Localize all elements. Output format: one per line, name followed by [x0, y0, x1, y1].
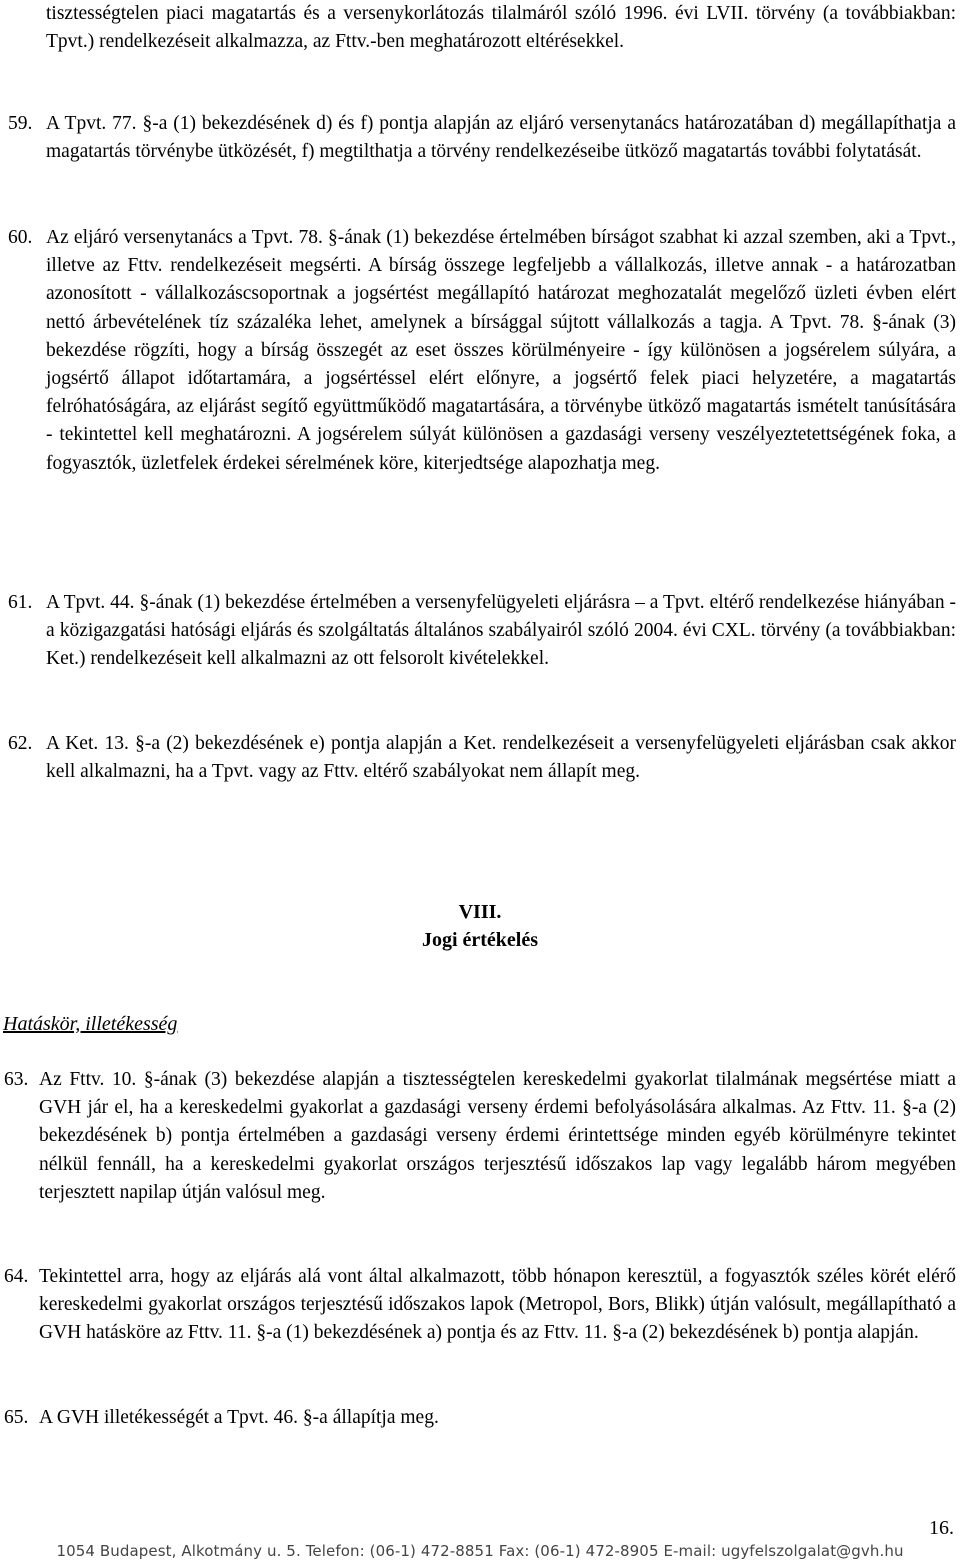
paragraph-text: Az eljáró versenytanács a Tpvt. 78. §-ának (1) bekezdése értelmében bírságot szabhat ki azzal szemben, aki a Tpvt., illetve az Fttv. rendelkezéseit megsérti. A bírság összege legfeljebb a vállalkozás, illetve annak - a határozatban azonosított - vállalkozáscsoportnak a jogsértést megállapító határozat meghozatalát megelőző üzleti évben elért nettó árbevételének tíz százaléka lehet, amelynek a bírsággal sújtott vállalkozás a tagja. A Tpvt. 78. §-ának (3) bekezdése rögzíti, hogy a bírság összegét az eset összes körülményeire - így különösen a jogsérelem súlyára, a jogsértő állapot időtartamára, a jogsértéssel elért előnyre, a jogsértő felek piaci helyzetére, a magatartás felróhatóságára, az eljárást segítő együttműködő magatartására, a törvénybe ütköző magatartás ismételt tanúsítására - tekintettel kell meghatározni. A jogsérelem súlyát különösen a gazdasági verseny veszélyeztetettségének foka, a fogyasztók, üzletfelek érdekei sérelmének köre, kiterjedtsége alapozhatja meg.: [46, 227, 956, 474]
intro-paragraph: [46, 0, 956, 56]
paragraph-text: Az Fttv. 10. §-ának (3) bekezdése alapján a tisztességtelen kereskedelmi gyakorlat tilalmának megsértése miatt a GVH jár el, ha a kereskedelmi gyakorlat a gazdasági verseny érdemi befolyásolására alkalmas. Az Fttv. 11. §-a (2) bekezdésének b) pontja értelmében a gazdasági verseny érdemi érintettsége minden egyéb körülményre tekintet nélkül fennáll, ha a kereskedelmi gyakorlat országos terjesztésű időszakos lap vagy legalább három megyében terjesztett napilap útján valósul meg.: [39, 1069, 956, 1203]
paragraph-61: [8, 589, 956, 674]
paragraph-60: [8, 224, 956, 478]
paragraph-text: A Ket. 13. §-a (2) bekezdésének e) pontja alapján a Ket. rendelkezéseit a versenyfelügyeleti eljárásban csak akkor kell alkalmazni, ha a Tpvt. vagy az Fttv. eltérő szabályokat nem állapít meg.: [46, 733, 956, 783]
section-number: VIII.: [458, 901, 502, 923]
section-title: Jogi értékelés: [421, 929, 539, 951]
paragraph-number: 64.: [4, 1266, 29, 1287]
paragraph-number: 65.: [4, 1407, 29, 1428]
paragraph-65: [4, 1404, 956, 1432]
paragraph-number: 62.: [8, 733, 33, 754]
paragraph-64: [4, 1263, 956, 1348]
paragraph-number: 61.: [8, 592, 33, 613]
paragraph-63: [4, 1066, 956, 1207]
paragraph-text: A Tpvt. 44. §-ának (1) bekezdése értelmében a versenyfelügyeleti eljárásra – a Tpvt. eltérő rendelkezése hiányában - a közigazgatási hatósági eljárás és szolgáltatás általános szabályairól szóló 2004. évi CXL. törvény (a továbbiakban: Ket.) rendelkezéseit kell alkalmazni az ott felsorolt kivételekkel.: [46, 592, 956, 670]
paragraph-number: 59.: [8, 113, 33, 134]
paragraph-text: A GVH illetékességét a Tpvt. 46. §-a állapítja meg.: [39, 1407, 439, 1428]
paragraph-59: [8, 110, 956, 166]
page-footer: 1054 Budapest, Alkotmány u. 5. Telefon: (06-1) 472-8851 Fax: (06-1) 472-8905 E-mail: ugyfelszolgalat@gvh.hu: [56, 1542, 904, 1560]
paragraph-number: 63.: [4, 1069, 29, 1090]
intro-text: tisztességtelen piaci magatartás és a versenykorlátozás tilalmáról szóló 1996. évi LVII. törvény (a továbbiakban: Tpvt.) rendelkezéseit alkalmazza, az Fttv.-ben meghatározott eltérésekkel.: [46, 3, 956, 53]
paragraph-text: A Tpvt. 77. §-a (1) bekezdésének d) és f) pontja alapján az eljáró versenytanács határozatában d) megállapíthatja a magatartás törvénybe ütközését, f) megtilthatja a törvény rendelkezéseibe ütköző magatartás további folytatását.: [46, 113, 956, 163]
page-number: 16.: [929, 1517, 954, 1539]
paragraph-62: [8, 730, 956, 786]
subheading: Hatáskör, illetékesség: [3, 1013, 178, 1035]
paragraph-number: 60.: [8, 227, 33, 248]
paragraph-text: Tekintettel arra, hogy az eljárás alá vont által alkalmazott, több hónapon keresztül, a fogyasztók széles körét elérő kereskedelmi gyakorlat országos terjesztésű időszakos lapok (Metropol, Bors, Blikk) útján valósult, megállapítható a GVH hatásköre az Fttv. 11. §-a (1) bekezdésének a) pontja és az Fttv. 11. §-a (2) bekezdésének b) pontja alapján.: [39, 1266, 956, 1344]
